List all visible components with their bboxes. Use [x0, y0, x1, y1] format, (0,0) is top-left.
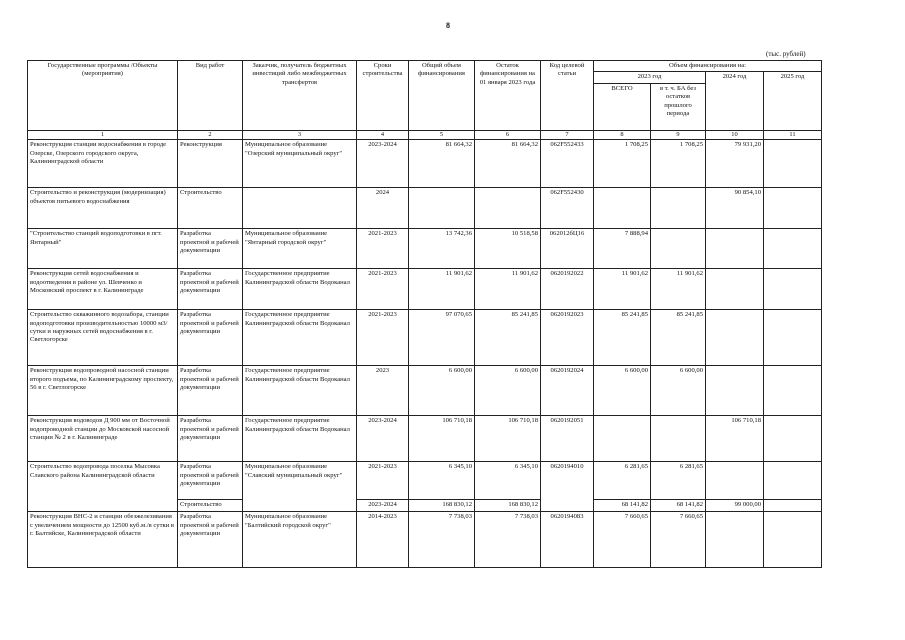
cell-total: [409, 188, 475, 229]
cell-2024: [706, 310, 764, 366]
cell-2023-ba: 85 241,85: [651, 310, 706, 366]
col-number: 4: [357, 130, 409, 139]
cell-work-type: Разработка проектной и рабочей документации: [178, 229, 243, 269]
cell-2023-total: 68 141,82: [594, 500, 651, 512]
cell-2023-total: 6 281,65: [594, 462, 651, 500]
cell-2023-ba: 11 901,62: [651, 269, 706, 310]
cell-2023-ba: 7 660,65: [651, 512, 706, 568]
cell-code: 062F552430: [541, 188, 594, 229]
cell-2023-ba: [651, 188, 706, 229]
cell-work-type: Разработка проектной и рабочей документации: [178, 512, 243, 568]
cell-2024: [706, 366, 764, 416]
cell-total: 11 901,62: [409, 269, 475, 310]
cell-period: 2023-2024: [357, 500, 409, 512]
cell-period: 2021-2023: [357, 462, 409, 500]
cell-total: 97 070,65: [409, 310, 475, 366]
col-number: 10: [706, 130, 764, 139]
cell-work-type: Разработка проектной и рабочей документации: [178, 269, 243, 310]
cell-customer: Муниципальное образование "Славский муниципальный округ": [243, 462, 357, 512]
cell-2024: 106 710,18: [706, 416, 764, 462]
financing-table: [27, 60, 822, 568]
cell-total: 13 742,36: [409, 229, 475, 269]
col-number: 7: [541, 130, 594, 139]
header-row: [28, 61, 822, 72]
cell-object-name: Строительство и реконструкция (модернизация) объектов питьевого водоснабжения: [28, 188, 178, 229]
cell-object-name: Строительство водопровода поселка Мысовка Славского района Калининградской области: [28, 462, 178, 512]
cell-2025: [764, 229, 822, 269]
cell-2025: [764, 310, 822, 366]
cell-2024: 79 931,20: [706, 140, 764, 188]
table-row: [28, 310, 822, 366]
col-number: 2: [178, 130, 243, 139]
cell-period: 2021-2023: [357, 269, 409, 310]
cell-2023-ba: 6 600,00: [651, 366, 706, 416]
cell-2024: [706, 229, 764, 269]
cell-2025: [764, 512, 822, 568]
cell-2023-total: [594, 416, 651, 462]
cell-work-type: Реконструкция: [178, 140, 243, 188]
cell-remaining: 11 901,62: [475, 269, 541, 310]
cell-2023-total: 1 708,25: [594, 140, 651, 188]
cell-total: 7 738,03: [409, 512, 475, 568]
cell-work-type: Строительство: [178, 188, 243, 229]
cell-remaining: 6 345,10: [475, 462, 541, 500]
cell-remaining: 168 830,12: [475, 500, 541, 512]
cell-period: 2023-2024: [357, 416, 409, 462]
table-row: [28, 229, 822, 269]
cell-2023-total: 7 888,94: [594, 229, 651, 269]
cell-total: 168 830,12: [409, 500, 475, 512]
cell-customer: Государственное предприятие Калининградской области Водоканал: [243, 310, 357, 366]
cell-remaining: 106 710,18: [475, 416, 541, 462]
cell-code: 0620192023: [541, 310, 594, 366]
cell-2025: [764, 416, 822, 462]
cell-code: 0620194083: [541, 512, 594, 568]
cell-object-name: Реконструкция водоводов Д 900 мм от Восточной водопроводной станции до Московской насосной станции № 2 в г. Калининграде: [28, 416, 178, 462]
cell-customer: Государственное предприятие Калининградской области Водоканал: [243, 366, 357, 416]
cell-customer: Муниципальное образование "Озерский муниципальный округ": [243, 140, 357, 188]
cell-remaining: 10 518,58: [475, 229, 541, 269]
header-code: Код целевой статьи: [541, 61, 594, 131]
cell-object-name: Строительство скважинного водозабора, станции водоподготовки производительностью 10000 м3/сутки и наружных сетей водоснабжения в г. Светлогорске: [28, 310, 178, 366]
units-note: (тыс. рублей): [766, 50, 806, 58]
cell-total: 6 600,00: [409, 366, 475, 416]
cell-2023-ba: 1 708,25: [651, 140, 706, 188]
cell-2025: [764, 500, 822, 512]
cell-customer: Государственное предприятие Калининградской области Водоканал: [243, 416, 357, 462]
cell-customer: Государственное предприятие Калининградской области Водоканал: [243, 269, 357, 310]
cell-customer: [243, 188, 357, 229]
cell-work-type: Строительство: [178, 500, 243, 512]
cell-work-type: Разработка проектной и рабочей документации: [178, 366, 243, 416]
col-number: 8: [594, 130, 651, 139]
cell-remaining: 6 600,00: [475, 366, 541, 416]
cell-2025: [764, 366, 822, 416]
cell-period: 2024: [357, 188, 409, 229]
cell-total: 81 664,32: [409, 140, 475, 188]
cell-period: 2023-2024: [357, 140, 409, 188]
col-number: 3: [243, 130, 357, 139]
table-row: [28, 269, 822, 310]
col-number: 9: [651, 130, 706, 139]
cell-code: 062012бЦ16: [541, 229, 594, 269]
cell-2024: [706, 462, 764, 500]
cell-remaining: [475, 188, 541, 229]
cell-2024: 90 854,10: [706, 188, 764, 229]
cell-customer: Муниципальное образование "Балтийский городской округ": [243, 512, 357, 568]
table-row: [28, 462, 822, 500]
cell-work-type: Разработка проектной и рабочей документации: [178, 462, 243, 500]
cell-2023-total: 11 901,62: [594, 269, 651, 310]
header-year-2023: 2023 год: [594, 72, 706, 83]
table-row: [28, 416, 822, 462]
cell-2023-ba: [651, 229, 706, 269]
cell-2023-ba: 6 281,65: [651, 462, 706, 500]
cell-code: 0620192024: [541, 366, 594, 416]
page-number: 8: [446, 21, 450, 30]
header-remaining: Остаток финансирования на 01 января 2023 года: [475, 61, 541, 131]
cell-remaining: 81 664,32: [475, 140, 541, 188]
cell-2024: [706, 512, 764, 568]
col-number: 1: [28, 130, 178, 139]
cell-2025: [764, 462, 822, 500]
col-number: 5: [409, 130, 475, 139]
header-customer: Заказчик, получатель бюджетных инвестиций либо межбюджетных трансфертов: [243, 61, 357, 131]
table-row: [28, 512, 822, 568]
header-financing-group: Объем финансирования на:: [594, 61, 822, 72]
cell-2025: [764, 188, 822, 229]
cell-2023-total: 85 241,85: [594, 310, 651, 366]
header-total-volume: Общий объем финансирования: [409, 61, 475, 131]
table-row: [28, 140, 822, 188]
cell-period: 2023: [357, 366, 409, 416]
cell-total: 106 710,18: [409, 416, 475, 462]
cell-2025: [764, 269, 822, 310]
col-number: 11: [764, 130, 822, 139]
cell-work-type: Разработка проектной и рабочей документации: [178, 310, 243, 366]
cell-object-name: Реконструкция станции водоснабжения в городе Озерске, Озерского городского округа, Калининградской области: [28, 140, 178, 188]
cell-period: 2014-2023: [357, 512, 409, 568]
header-period: Сроки строительства: [357, 61, 409, 131]
cell-2023-ba: 68 141,82: [651, 500, 706, 512]
header-objects: Государственные программы /Объекты (мероприятия): [28, 61, 178, 131]
column-number-row: [28, 130, 822, 139]
header-year-2024: 2024 год: [706, 72, 764, 130]
cell-2023-total: [594, 188, 651, 229]
cell-object-name: Реконструкция сетей водоснабжения и водоотведения в районе ул. Шевченко и Московский проспект в г. Калининграде: [28, 269, 178, 310]
cell-work-type: Разработка проектной и рабочей документации: [178, 416, 243, 462]
cell-2023-ba: [651, 416, 706, 462]
cell-remaining: 7 738,03: [475, 512, 541, 568]
header-year-2025: 2025 год: [764, 72, 822, 130]
table-row: [28, 188, 822, 229]
cell-period: 2021-2023: [357, 310, 409, 366]
cell-object-name: Реконструкция водопроводной насосной станции второго подъема, по Калининградскому проспекту, 56 в г. Светлогорске: [28, 366, 178, 416]
header-2023-total: ВСЕГО: [594, 83, 651, 130]
cell-remaining: 85 241,85: [475, 310, 541, 366]
cell-customer: Муниципальное образование "Янтарный городской округ": [243, 229, 357, 269]
header-work-type: Вид работ: [178, 61, 243, 131]
header-2023-ba: в т. ч. БА без остатков прошлого периода: [651, 83, 706, 130]
cell-object-name: "Строительство станций водоподготовки в пгт. Янтарный": [28, 229, 178, 269]
cell-2024: [706, 269, 764, 310]
cell-code: 0620192022: [541, 269, 594, 310]
cell-code: 0620192051: [541, 416, 594, 462]
cell-code: 0620194010: [541, 462, 594, 512]
cell-code: 062F552433: [541, 140, 594, 188]
cell-2025: [764, 140, 822, 188]
cell-total: 6 345,10: [409, 462, 475, 500]
cell-2023-total: 7 660,65: [594, 512, 651, 568]
col-number: 6: [475, 130, 541, 139]
cell-2023-total: 6 600,00: [594, 366, 651, 416]
cell-period: 2021-2023: [357, 229, 409, 269]
table-row: [28, 366, 822, 416]
cell-object-name: Реконструкция ВНС-2 и станции обезжелезивания с увеличением мощности до 12500 куб.м./в сутки в г. Балтийске, Калининградской области: [28, 512, 178, 568]
cell-2024: 99 000,00: [706, 500, 764, 512]
